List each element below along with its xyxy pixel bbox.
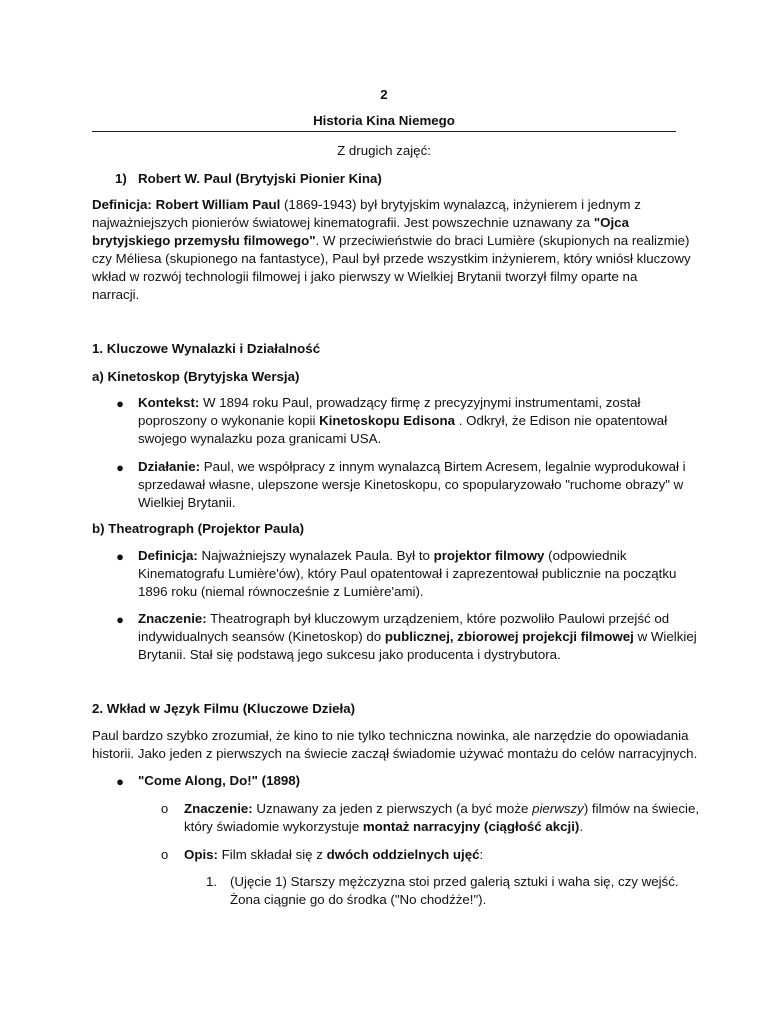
intro-text: Z drugich zajęć: (337, 143, 431, 158)
bullet-icon: ● (116, 612, 124, 627)
text: . W przeciwieństwie do braci Lumière (skupionych na realizmie) (315, 233, 690, 248)
text: : (479, 847, 484, 862)
bold-text: "Ojca (593, 215, 629, 230)
sub-bullet-marker: o (161, 801, 169, 816)
text: poproszony o wykonanie kopii (138, 413, 320, 428)
kontekst-line-2 (138, 412, 722, 430)
bold-text: Kinetoskopu Edisona (319, 413, 456, 428)
bold-label: Znaczenie: (138, 611, 207, 626)
kontekst-line-1 (138, 394, 722, 412)
film-znaczenie-line-1 (184, 800, 768, 818)
bold-label: Opis: (184, 847, 218, 862)
bold-text: dwóch oddzielnych ujęć (326, 847, 480, 862)
film-opis-line (184, 846, 768, 864)
bullet-icon: ● (116, 774, 124, 789)
section-2-heading: 2. Wkład w Język Filmu (Kluczowe Dzieła) (92, 701, 356, 716)
shot-1-line-1: (Ujęcie 1) Starszy mężczyzna stoi przed galerią sztuki i waha się, czy wejść. (230, 874, 679, 889)
text: ) filmów na świecie, (583, 801, 700, 816)
bold-label: Znaczenie: (184, 801, 253, 816)
subsection-b-heading: b) Theatrograph (Projektor Paula) (92, 521, 305, 536)
bold-label: Definicja: (138, 548, 198, 563)
section-title-paul: Robert W. Paul (Brytyjski Pionier Kina) (138, 171, 382, 186)
text: Najważniejszy wynalazek Paula. Był to (197, 548, 434, 563)
numbered-marker: 1) (115, 171, 127, 186)
text: Theatrograph był kluczowym urządzeniem, które pozwoliło Paulowi przejść od (206, 611, 670, 626)
text: (1869-1943) był brytyjskim wynalazcą, inżynierem i jednym z (280, 197, 641, 212)
sub-bullet-marker: o (161, 847, 169, 862)
bold-text: projektor filmowy (433, 548, 545, 563)
text: Paul, we współpracy z innym wynalazcą Birtem Acresem, legalnie wyprodukował i (200, 459, 686, 474)
bold-label: Kontekst: (138, 395, 200, 410)
section-2-para-line-1: Paul bardzo szybko zrozumiał, że kino to nie tylko techniczna nowinka, ale narzędzie do opowiadania (92, 728, 689, 743)
text: Uznawany za jeden z pierwszych (a być może (252, 801, 533, 816)
text: indywidualnych seansów (Kinetoskop) do (138, 629, 385, 644)
theatrograph-def-line-1 (138, 547, 722, 565)
film-znaczenie-line-2 (184, 818, 768, 836)
italic-text: pierwszy (532, 801, 584, 816)
dzialanie-line-1 (138, 458, 722, 476)
text: który świadomie wykorzystuje (184, 819, 363, 834)
text: Film składał się z (217, 847, 327, 862)
definition-line-6: narracji. (92, 287, 140, 302)
text: . Odkrył, że Edison nie opatentował (455, 413, 668, 428)
bullet-icon: ● (116, 396, 124, 411)
kontekst-line-3: swojego wynalazku poza granicami USA. (138, 431, 382, 446)
bullet-icon: ● (116, 549, 124, 564)
text: w Wielkiej (633, 629, 697, 644)
dzialanie-line-3: Wielkiej Brytanii. (138, 495, 236, 510)
bold-text: montaż narracyjny (ciągłość akcji) (362, 819, 580, 834)
page-title: Historia Kina Niemego (313, 113, 455, 128)
definition-name: Robert William Paul (155, 197, 281, 212)
text: . (579, 819, 584, 834)
text: najważniejszych pionierów światowej kinematografii. Jest powszechnie uznawany za (92, 215, 591, 230)
definition-line-2 (92, 214, 676, 232)
subsection-a-heading: a) Kinetoskop (Brytyjska Wersja) (92, 369, 300, 384)
bold-label: Działanie: (138, 459, 201, 474)
definition-line-5: wkład w rozwój technologii filmowej i jako pierwszy w Wielkiej Brytanii tworzył filmy oparte na (92, 269, 638, 284)
section-1-heading: 1. Kluczowe Wynalazki i Działalność (92, 341, 321, 356)
text: W 1894 roku Paul, prowadzący firmę z precyzyjnymi instrumentami, został (199, 395, 641, 410)
bold-text: publicznej, zbiorowej projekcji filmowej (384, 629, 634, 644)
znaczenie-line-1 (138, 610, 722, 628)
definition-line-1 (92, 196, 676, 214)
theatrograph-def-line-2: Kinematografu Lumière'ów), który Paul opatentował i zaprezentował publicznie na początku (138, 566, 677, 581)
title-divider (92, 131, 676, 132)
page-number: 2 (380, 87, 388, 102)
theatrograph-def-line-3: 1896 roku (niemal równocześnie z Lumière'ami). (138, 584, 424, 599)
bold-text: brytyjskiego przemysłu filmowego" (92, 233, 316, 248)
definition-line-4: czy Méliesa (skupionego na fantastyce), Paul był przede wszystkim inżynierem, który wniósł kluczowy (92, 251, 691, 266)
definition-label: Definicja: (92, 197, 152, 212)
film-title: "Come Along, Do!" (1898) (138, 773, 301, 788)
list-number: 1. (206, 874, 218, 889)
znaczenie-line-2 (138, 628, 722, 646)
shot-1-line-2: Żona ciągnie go do środka ("No chodźże!"). (230, 892, 487, 907)
text: (odpowiednik (544, 548, 627, 563)
znaczenie-line-3: Brytanii. Stał się podstawą jego sukcesu jako producenta i dystrybutora. (138, 647, 561, 662)
definition-line-3 (92, 232, 690, 250)
bullet-icon: ● (116, 460, 124, 475)
section-2-para-line-2: historii. Jako jeden z pierwszych na świecie zaczął świadomie używać montażu do celów narracyjnych. (92, 746, 698, 761)
dzialanie-line-2: sprzedawał własne, ulepszone wersje Kinetoskopu, co spopularyzowało "ruchome obrazy" w (138, 477, 684, 492)
